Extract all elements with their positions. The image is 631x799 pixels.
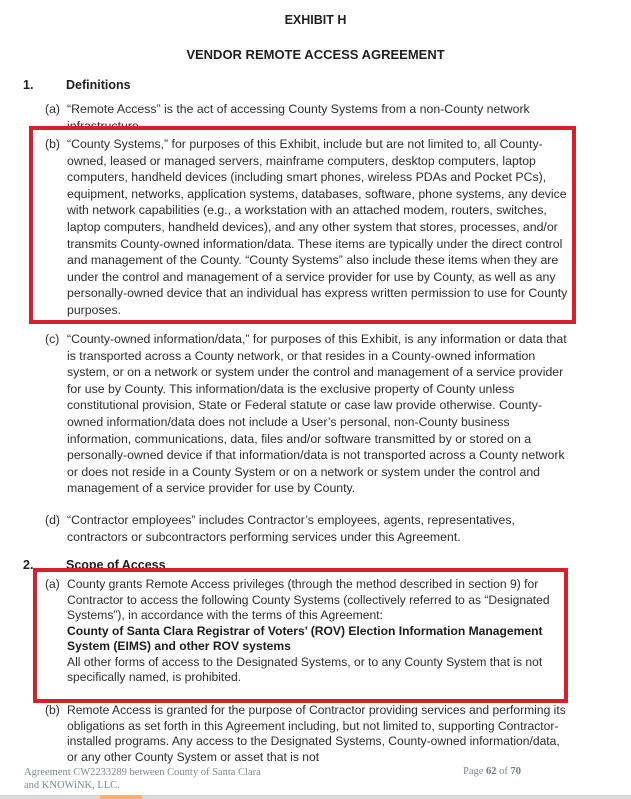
item-text: “Contractor employees” includes Contractor’s employees, agents, representatives, contractors or subcontractors performing services under this Agreement. — [67, 513, 515, 544]
definition-item-b — [45, 136, 570, 319]
page-prefix: Page — [463, 766, 487, 777]
item-text: “County Systems,” for purposes of this Exhibit, include but are not limited to, all County-owned, leased or managed servers, mainframe computers, desktop computers, laptop computers, handheld devices (including smart phones, wireless PDAs and Pocket PCs), equipment, networks, application systems, databases, software, phone systems, any device with network capabilities (e.g., a workstation with an attached modem, routers, switches, laptop computers, handheld devices), and any other system that stores, processes, and/or transmits County-owned information/data. These items are typically under the direct control and management of the County. “County Systems” also include these items when they are under the control and management of a service provider for use by County, as well as any personally-owned device that an individual has express written permission to use for County purposes. — [67, 137, 568, 317]
footer-line-1: Agreement CW2233289 between County of Santa Clara — [24, 767, 261, 778]
section-2-number: 2. — [23, 558, 34, 572]
section-1-title: Definitions — [66, 78, 131, 92]
agreement-title: VENDOR REMOTE ACCESS AGREEMENT — [186, 47, 445, 62]
item-label: (a) — [45, 102, 61, 116]
bottom-accent-tab — [100, 795, 142, 799]
definition-item-c — [45, 331, 570, 497]
footer-agreement-reference — [24, 766, 261, 792]
item-label: (b) — [45, 703, 60, 717]
item-label: (d) — [45, 513, 61, 527]
section-2-title: Scope of Access — [66, 558, 166, 572]
bottom-border-strip — [0, 795, 631, 799]
definition-item-d — [45, 512, 570, 545]
item-text: County grants Remote Access privileges (through the method described in section 9) for Contractor to access the following County Systems (collectively referred to as “Designated Systems”), in accordance with the terms of this Agreement: — [67, 577, 550, 622]
footer-line-2: and KNOWiNK, LLC. — [24, 780, 120, 791]
page-current: 62 — [486, 766, 497, 777]
item-text-prohibition: All other forms of access to the Designated Systems, or to any County System that is not specifically named, is prohibited. — [67, 654, 543, 684]
page-number — [463, 766, 521, 777]
item-text: “Remote Access” is the act of accessing County Systems from a non-County network infrastructure. — [67, 102, 530, 133]
scope-item-b — [45, 703, 570, 765]
item-text: “County-owned information/data,” for purposes of this Exhibit, is any information or data that is transported across a County network, or that resides in a County-owned information system, or on a network or system under the control and management of a service provider for use by County. This information/data is the exclusive property of County unless constitutional provision, State or Federal statute or case law provide otherwise. County-owned information/data does not include a User’s personal, non-County business information, communications, data, files and/or software transmitted by or stored on a personally-owned device if that information/data is not transported across a County network or does not reside in a County System or on a network or system under the control and management of a service provider for use by County. — [67, 332, 567, 496]
designated-systems-name: County of Santa Clara Registrar of Voters’ (ROV) Election Information Management System (EIMS) and other ROV systems — [67, 623, 543, 653]
section-1-number: 1. — [23, 78, 34, 92]
page-total: 70 — [510, 766, 522, 777]
item-label: (b) — [45, 137, 61, 151]
item-text: Remote Access is granted for the purpose of Contractor providing services and performing its obligations as set forth in this Agreement including, but not limited to, supporting Contractor-installed programs. Any access to the Designated Systems, County-owned information/data, or any other County System or asset that is not — [67, 703, 566, 764]
scope-item-a — [45, 577, 570, 686]
item-label: (c) — [45, 332, 60, 346]
exhibit-title: EXHIBIT H — [284, 13, 347, 27]
item-label: (a) — [45, 577, 60, 591]
page-mid: of — [496, 766, 511, 777]
